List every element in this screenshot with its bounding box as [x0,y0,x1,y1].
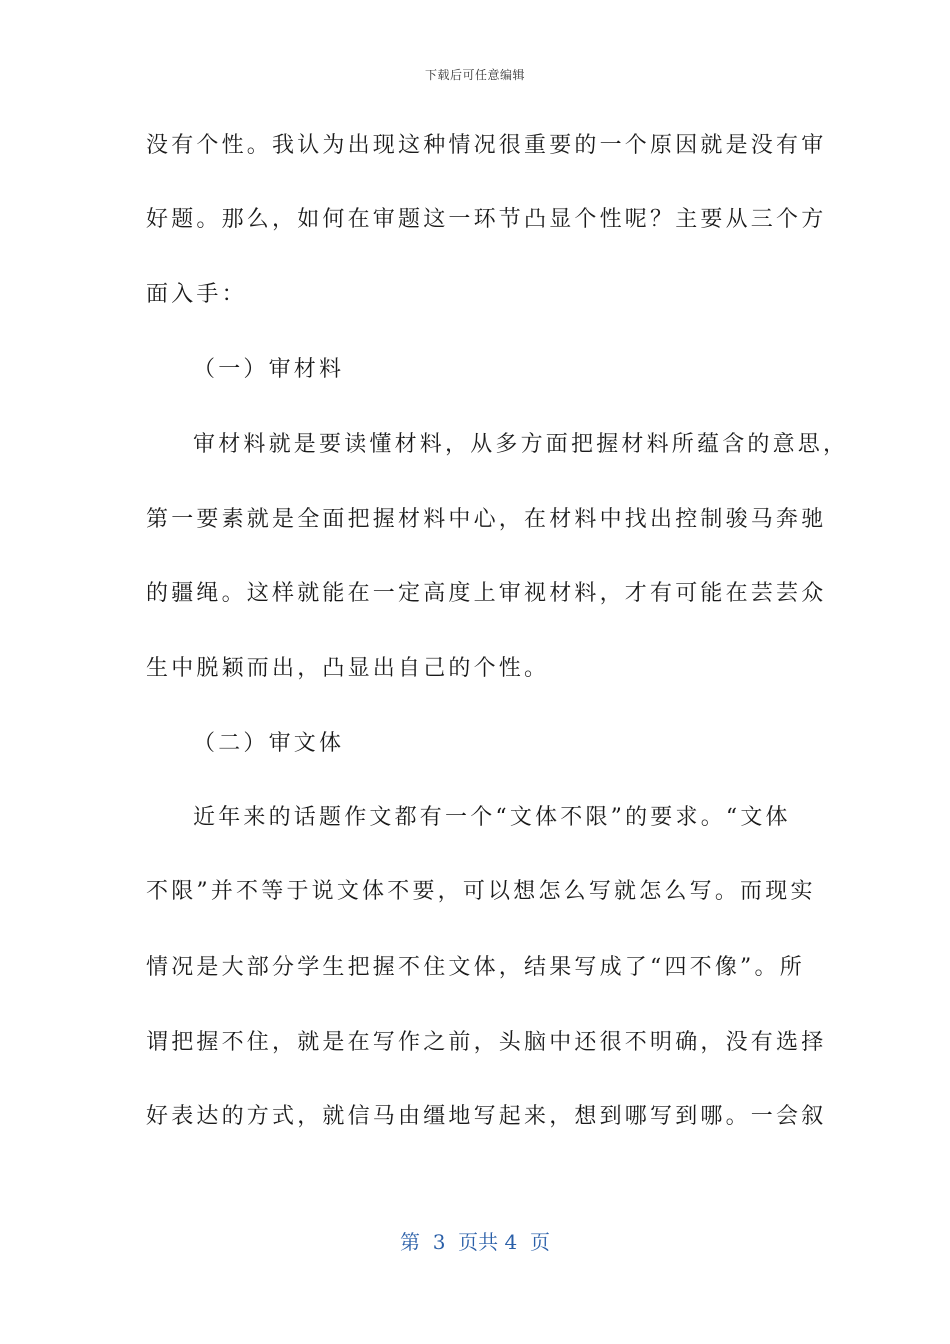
body-line: 的疆绳。这样就能在一定高度上审视材料，才有可能在芸芸众 [146,581,827,606]
paragraph-first-line: 近年来的话题作文都有一个“文体不限”的要求。“文体 [193,805,791,830]
body-line: 没有个性。我认为出现这种情况很重要的一个原因就是没有审 [146,133,827,158]
body-line: 好题。那么，如何在审题这一环节凸显个性呢？主要从三个方 [146,207,827,232]
page-number-footer: 第 3 页共 4 页 [400,1230,550,1254]
body-line: 第一要素就是全面把握材料中心，在材料中找出控制骏马奔驰 [146,507,827,532]
body-line: 不限”并不等于说文体不要，可以想怎么写就怎么写。而现实 [146,879,816,904]
page-header: 下载后可任意编辑 [424,68,525,82]
section-heading: （二）审文体 [193,731,345,756]
section-heading: （一）审材料 [193,357,345,382]
body-line: 面入手： [146,282,247,307]
body-line: 好表达的方式，就信马由缰地写起来，想到哪写到哪。一会叙 [146,1104,827,1129]
body-line: 谓把握不住，就是在写作之前，头脑中还很不明确，没有选择 [146,1030,827,1055]
body-line: 生中脱颖而出，凸显出自己的个性。 [146,656,550,681]
paragraph-first-line: 审材料就是要读懂材料，从多方面把握材料所蕴含的意思， [193,432,849,457]
body-line: 情况是大部分学生把握不住文体，结果写成了“四不像”。所 [146,955,805,980]
